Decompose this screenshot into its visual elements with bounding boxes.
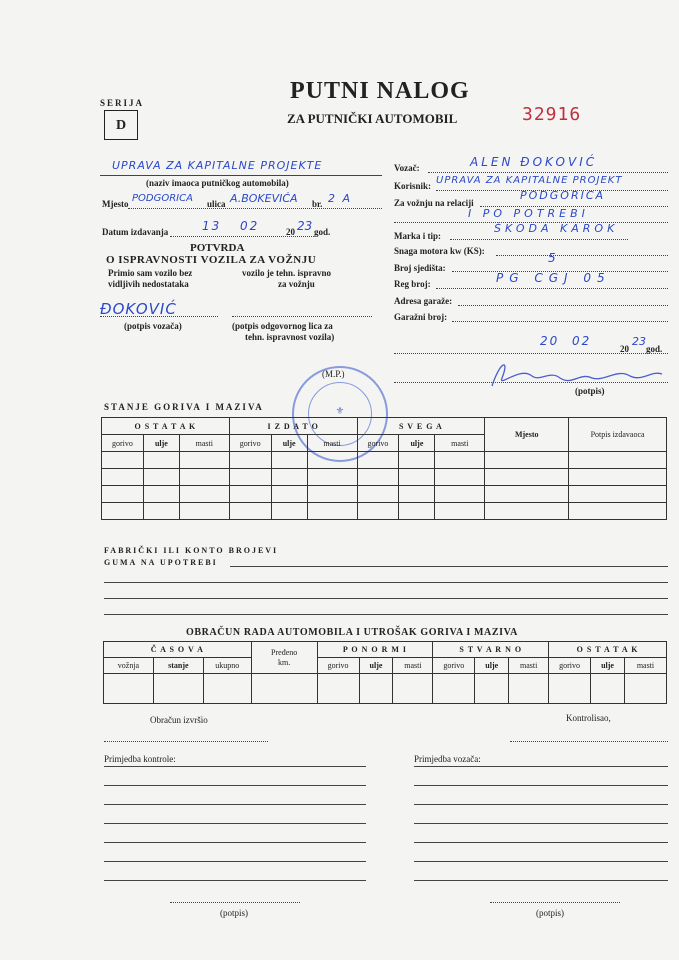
obracun-row: [104, 674, 667, 704]
kontrole-potpis-caption: (potpis): [220, 908, 248, 918]
stamp-mp: (M.P.): [322, 369, 345, 379]
snaga-label: Snaga motora kw (KS):: [394, 246, 485, 256]
fuel-row: [102, 486, 667, 503]
sjedista-label: Broj sjedišta:: [394, 263, 446, 273]
garaza-label: Adresa garaže:: [394, 296, 453, 306]
relacija-value1: PODGORICA: [520, 189, 606, 202]
fuel-row: [102, 452, 667, 469]
serija-label: SERIJA: [100, 98, 145, 108]
obracun-sub-header: masti: [393, 658, 433, 674]
driver-signature-caption: (potpis vozača): [124, 321, 182, 331]
fuel-izdato-header: I Z D A T O: [229, 418, 357, 435]
issue-god: god.: [314, 227, 331, 237]
obracun-predeno-header: [251, 642, 317, 674]
mjesto-value: PODGORICA: [132, 193, 193, 204]
fuel-sub-header: masti: [435, 435, 485, 452]
relacija-value2: I PO POTREBI: [468, 207, 589, 220]
potvrda-left1: Primio sam vozilo bez: [108, 268, 193, 278]
ulica-value: A.BOKEVIĆA: [230, 192, 298, 205]
potvrda-title: POTVRDA: [190, 242, 245, 254]
obracun-sub-header: gorivo: [549, 658, 591, 674]
obracun-ponormi-header: P O N O R M I: [317, 642, 433, 658]
obracun-table: [103, 641, 667, 704]
order-year: 23: [632, 335, 646, 348]
potvrda-right1: vozilo je tehn. ispravno: [242, 268, 331, 278]
obracun-sub-header: ukupno: [203, 658, 251, 674]
reg-label: Reg broj:: [394, 279, 431, 289]
vozac-label: Vozač:: [394, 163, 420, 173]
owner-caption: (naziv imaoca putničkog automobila): [146, 178, 289, 188]
driver-signature: ĐOKOVIĆ: [100, 300, 177, 318]
predeno-unit: km.: [278, 657, 291, 667]
obracun-title: OBRAČUN RADA AUTOMOBILA I UTROŠAK GORIVA I MAZIVA: [186, 627, 518, 638]
marka-label: Marka i tip:: [394, 231, 441, 241]
tyres-line2: GUMA NA UPOTREBI: [104, 558, 218, 567]
issue-year: 23: [297, 219, 313, 233]
ulica-label: ulica: [207, 199, 226, 209]
tyres-line1: FABRIČKI ILI KONTO BROJEVI: [104, 546, 279, 555]
form-title: PUTNI NALOG: [290, 78, 470, 104]
issue-month: 02: [240, 219, 260, 233]
order-god: god.: [646, 344, 663, 354]
reg-value: PG CGJ 05: [496, 271, 611, 285]
obracun-sub-header: masti: [624, 658, 666, 674]
kontrolisao-label: Kontrolisao,: [566, 713, 611, 723]
fuel-section-title: STANJE GORIVA I MAZIVA: [104, 402, 264, 412]
issue-day: 13: [202, 219, 222, 233]
tech-signature-caption2: tehn. ispravnost vozila): [245, 332, 335, 342]
br-label: br.: [312, 199, 323, 209]
obracun-sub-header: masti: [509, 658, 549, 674]
fuel-sub-header: masti: [179, 435, 229, 452]
fuel-sub-header: ulje: [399, 435, 435, 452]
obracun-sub-header: gorivo: [433, 658, 475, 674]
fuel-ostatak-header: O S T A T A K: [102, 418, 230, 435]
fuel-svega-header: S V E G A: [357, 418, 485, 435]
korisnik-value: UPRAVA ZA KAPITALNE PROJEKT: [436, 175, 623, 186]
issue-date-label: Datum izdavanja: [102, 227, 169, 237]
obracun-sub-header: ulje: [475, 658, 509, 674]
fuel-sub-header: gorivo: [102, 435, 144, 452]
owner-value: UPRAVA ZA KAPITALNE PROJEKTE: [112, 159, 323, 172]
relacija-label: Za vožnju na relaciji: [394, 198, 474, 208]
obracun-izvrsio-label: Obračun izvršio: [150, 715, 208, 725]
obracun-casova-header: Č A S O V A: [104, 642, 252, 658]
form-number: 32916: [522, 104, 582, 125]
form-subtitle: ZA PUTNIČKI AUTOMOBIL: [287, 111, 458, 126]
fuel-row: [102, 469, 667, 486]
primjedba-vozaca-label: Primjedba vozača:: [414, 754, 481, 764]
primjedba-kontrole-label: Primjedba kontrole:: [104, 754, 176, 764]
mjesto-label: Mjesto: [102, 199, 129, 209]
obracun-stvarno-header: S T V A R N O: [433, 642, 549, 658]
marka-value: ŠKODA KAROK: [494, 222, 619, 235]
potvrda-subtitle: O ISPRAVNOSTI VOZILA ZA VOŽNJU: [106, 254, 317, 266]
obracun-sub-header: stanje: [153, 658, 203, 674]
issuer-signature-caption: (potpis): [575, 386, 605, 396]
obracun-sub-header: ulje: [591, 658, 625, 674]
issue-year-prefix: 20: [286, 227, 295, 237]
obracun-sub-header: ulje: [359, 658, 393, 674]
potvrda-right2: za vožnju: [278, 279, 315, 289]
vozac-value: ALEN ĐOKOVIĆ: [470, 155, 598, 169]
fuel-sub-header: ulje: [143, 435, 179, 452]
fuel-sub-header: gorivo: [357, 435, 399, 452]
order-month: 02: [572, 334, 592, 348]
korisnik-label: Korisnik:: [394, 181, 432, 191]
potvrda-left2: vidljivih nedostataka: [108, 279, 189, 289]
fuel-mjesto-header: Mjesto: [485, 418, 569, 452]
fuel-row: [102, 503, 667, 520]
fuel-sub-header: ulje: [271, 435, 307, 452]
serija-box: D: [104, 110, 138, 140]
vozaca-potpis-caption: (potpis): [536, 908, 564, 918]
order-day: 20: [540, 334, 560, 348]
tech-signature-caption1: (potpis odgovornog lica za: [232, 321, 333, 331]
obracun-sub-header: vožnja: [104, 658, 154, 674]
obracun-sub-header: gorivo: [317, 658, 359, 674]
garazni-label: Garažni broj:: [394, 312, 448, 322]
order-year-prefix: 20: [620, 344, 629, 354]
fuel-sub-header: masti: [307, 435, 357, 452]
fuel-sub-header: gorivo: [229, 435, 271, 452]
fuel-table: [101, 417, 667, 520]
sjedista-value: 5: [548, 251, 558, 265]
predeno-label: Pređeno: [271, 647, 298, 657]
obracun-ostatak-header: O S T A T A K: [549, 642, 667, 658]
br-value: 2 A: [328, 192, 353, 205]
fuel-potpis-header: Potpis izdavaoca: [569, 418, 667, 452]
svg-text:⚜: ⚜: [335, 406, 345, 417]
